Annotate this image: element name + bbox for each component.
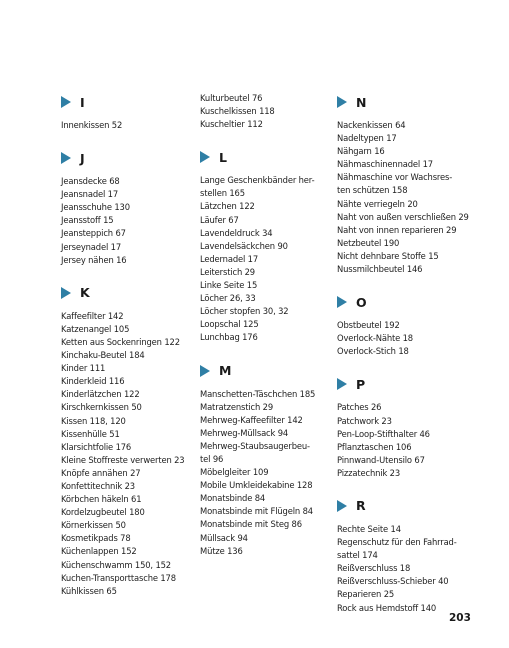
index-entry: Reißverschluss 18 (337, 563, 411, 574)
index-entry: Kulturbeutel 76 (200, 93, 263, 103)
index-entry: Pflanztaschen 106 (337, 441, 412, 452)
index-entry: Nackenkissen 64 (337, 120, 406, 130)
index-entry: ten schützen 158 (337, 185, 408, 196)
index-entry: Küchenlappen 152 (61, 546, 137, 557)
index-entry: Pinnwand-Utensilo 67 (337, 454, 425, 465)
section-letter: M (219, 363, 232, 378)
index-entry: Kühlkissen 65 (61, 585, 117, 596)
index-entry: Jeansstoff 15 (61, 215, 114, 226)
index-entry: Nähte verriegeln 20 (337, 198, 418, 209)
section-heading (337, 292, 482, 312)
index-entry: Nähmaschinennadel 17 (337, 159, 433, 170)
index-entry: Manschetten-Täschchen 185 (200, 388, 316, 399)
index-section (61, 267, 201, 598)
index-entry: Kissenhülle 51 (61, 428, 120, 439)
index-entry: Jeansdecke 68 (61, 176, 120, 187)
index-entry: Mehrweg-Kaffeefilter 142 (200, 414, 303, 425)
section-heading (61, 148, 201, 168)
index-entry: Müllsack 94 (200, 532, 248, 543)
index-entry: Jeansteppich 67 (61, 228, 126, 239)
index-entry: Linke Seite 15 (200, 280, 258, 291)
triangle-marker-icon (200, 365, 210, 377)
index-entry: Overlock-Stich 18 (337, 346, 409, 357)
index-entry: Loopschal 125 (200, 319, 259, 330)
section-heading (61, 92, 201, 112)
triangle-marker-icon (200, 151, 210, 163)
triangle-marker-icon (337, 500, 347, 512)
section-letter: P (356, 376, 366, 392)
index-entry: Lavendeldruck 34 (200, 227, 273, 238)
index-entry: Kinchaku-Beutel 184 (61, 350, 145, 361)
section-heading (200, 361, 340, 381)
index-section (200, 345, 340, 558)
index-entry: Innenkissen 52 (61, 120, 123, 130)
index-entry: Löcher 26, 33 (200, 293, 256, 304)
index-entry: Kinder 111 (61, 363, 106, 374)
section-letter: K (80, 285, 90, 301)
index-entry: Overlock-Nähte 18 (337, 333, 413, 344)
index-section (337, 276, 482, 358)
index-entry: sattel 174 (337, 550, 378, 561)
section-letter: O (356, 294, 367, 310)
index-entry: Kordelzugbeutel 180 (61, 507, 145, 518)
index-entry: Körnerkissen 50 (61, 520, 126, 531)
index-section (200, 92, 340, 131)
index-column-2 (200, 92, 340, 558)
index-entry: Kuschelkissen 118 (200, 106, 275, 117)
index-entry: stellen 165 (200, 188, 245, 199)
index-entry: Matratzenstich 29 (200, 401, 274, 412)
section-letter: I (80, 94, 85, 110)
index-entry: Reparieren 25 (337, 589, 395, 600)
index-entry: Möbelgleiter 109 (200, 467, 269, 478)
index-column-3 (337, 92, 482, 615)
triangle-marker-icon (61, 152, 71, 164)
index-entry: Kaffeefilter 142 (61, 310, 124, 321)
index-entry: Netzbeutel 190 (337, 237, 400, 248)
index-entry: Patches 26 (337, 402, 382, 413)
index-entry: Kinderlätzchen 122 (61, 389, 140, 400)
index-entry: Klarsichtfolie 176 (61, 441, 132, 452)
index-section (337, 92, 482, 276)
index-entry: Patchwork 23 (337, 415, 392, 426)
triangle-marker-icon (337, 96, 347, 108)
index-entry: Kinderkleid 116 (61, 376, 125, 387)
index-section (61, 92, 201, 132)
index-entry: Kosmetikpads 78 (61, 533, 131, 544)
index-entry: Pizzatechnik 23 (337, 467, 401, 478)
index-entry: Jerseynadel 17 (61, 241, 121, 252)
index-entry: Körbchen häkeln 61 (61, 494, 142, 505)
index-entry: Mehrweg-Staubsaugerbeu- (200, 440, 310, 451)
section-letter: R (356, 498, 366, 514)
index-entry: Katzenangel 105 (61, 323, 130, 334)
index-entry: Kuscheltier 112 (200, 119, 263, 130)
index-entry: Lange Geschenkbänder her- (200, 175, 315, 186)
index-entry: Ledernadel 17 (200, 253, 259, 264)
index-entry: Mütze 136 (200, 545, 243, 556)
index-entry: Monatsbinde mit Flügeln 84 (200, 506, 313, 517)
triangle-marker-icon (337, 378, 347, 390)
index-entry: Nicht dehnbare Stoffe 15 (337, 250, 439, 261)
section-letter: N (356, 94, 367, 110)
triangle-marker-icon (337, 296, 347, 308)
index-entry: Regenschutz für den Fahrrad- (337, 537, 457, 548)
section-letter: J (80, 150, 85, 166)
index-entry: Kirschkernkissen 50 (61, 402, 142, 413)
section-heading (61, 283, 201, 303)
index-entry: Kleine Stoffreste verwerten 23 (61, 454, 185, 465)
index-entry: Obstbeutel 192 (337, 320, 400, 331)
index-section (61, 132, 201, 267)
index-entry: Kissen 118, 120 (61, 415, 126, 426)
index-entry: Nussmilchbeutel 146 (337, 264, 423, 275)
index-entry: Nähmaschine vor Wachsres- (337, 172, 453, 183)
index-entry: Jersey nähen 16 (61, 254, 127, 265)
index-entry: Lätzchen 122 (200, 201, 255, 212)
index-entry: Knöpfe annähen 27 (61, 467, 141, 478)
index-entry: Konfettitechnik 23 (61, 480, 135, 491)
index-column-1 (61, 92, 201, 598)
index-entry: Monatsbinde 84 (200, 493, 266, 504)
index-entry: Pen-Loop-Stifthalter 46 (337, 428, 430, 439)
index-entry: Nähgarn 16 (337, 146, 385, 157)
index-entry: Küchenschwamm 150, 152 (61, 559, 171, 570)
index-entry: Kuchen-Transporttasche 178 (61, 572, 176, 583)
index-section (337, 480, 482, 615)
index-entry: Löcher stopfen 30, 32 (200, 306, 289, 317)
index-entry: Nadeltypen 17 (337, 133, 397, 144)
index-entry: Lunchbag 176 (200, 332, 258, 343)
section-heading (337, 92, 482, 112)
index-entry: Monatsbinde mit Steg 86 (200, 519, 302, 530)
index-entry: Jeansnadel 17 (61, 189, 119, 200)
index-entry: Mehrweg-Müllsack 94 (200, 427, 289, 438)
section-letter: L (219, 149, 227, 165)
section-heading (337, 374, 482, 394)
index-entry: Naht von außen verschließen 29 (337, 211, 469, 222)
triangle-marker-icon (61, 96, 71, 108)
index-entry: Leiterstich 29 (200, 266, 255, 277)
triangle-marker-icon (61, 287, 71, 299)
index-entry: Mobile Umkleidekabine 128 (200, 480, 313, 491)
index-entry: Läufer 67 (200, 214, 239, 225)
index-entry: Rechte Seite 14 (337, 523, 401, 534)
page-number: 203 (449, 612, 471, 624)
index-entry: Reißverschluss-Schieber 40 (337, 576, 449, 587)
section-heading (337, 496, 482, 516)
index-entry: Lavendelsäckchen 90 (200, 240, 288, 251)
index-entry: Ketten aus Sockenringen 122 (61, 336, 180, 347)
section-heading (200, 147, 340, 167)
index-entry: Naht von innen reparieren 29 (337, 224, 457, 235)
index-section (337, 358, 482, 480)
index-entry: tel 96 (200, 453, 224, 464)
index-section (200, 131, 340, 344)
index-entry: Rock aus Hemdstoff 140 (337, 602, 437, 613)
index-entry: Jeansschuhe 130 (61, 202, 130, 213)
